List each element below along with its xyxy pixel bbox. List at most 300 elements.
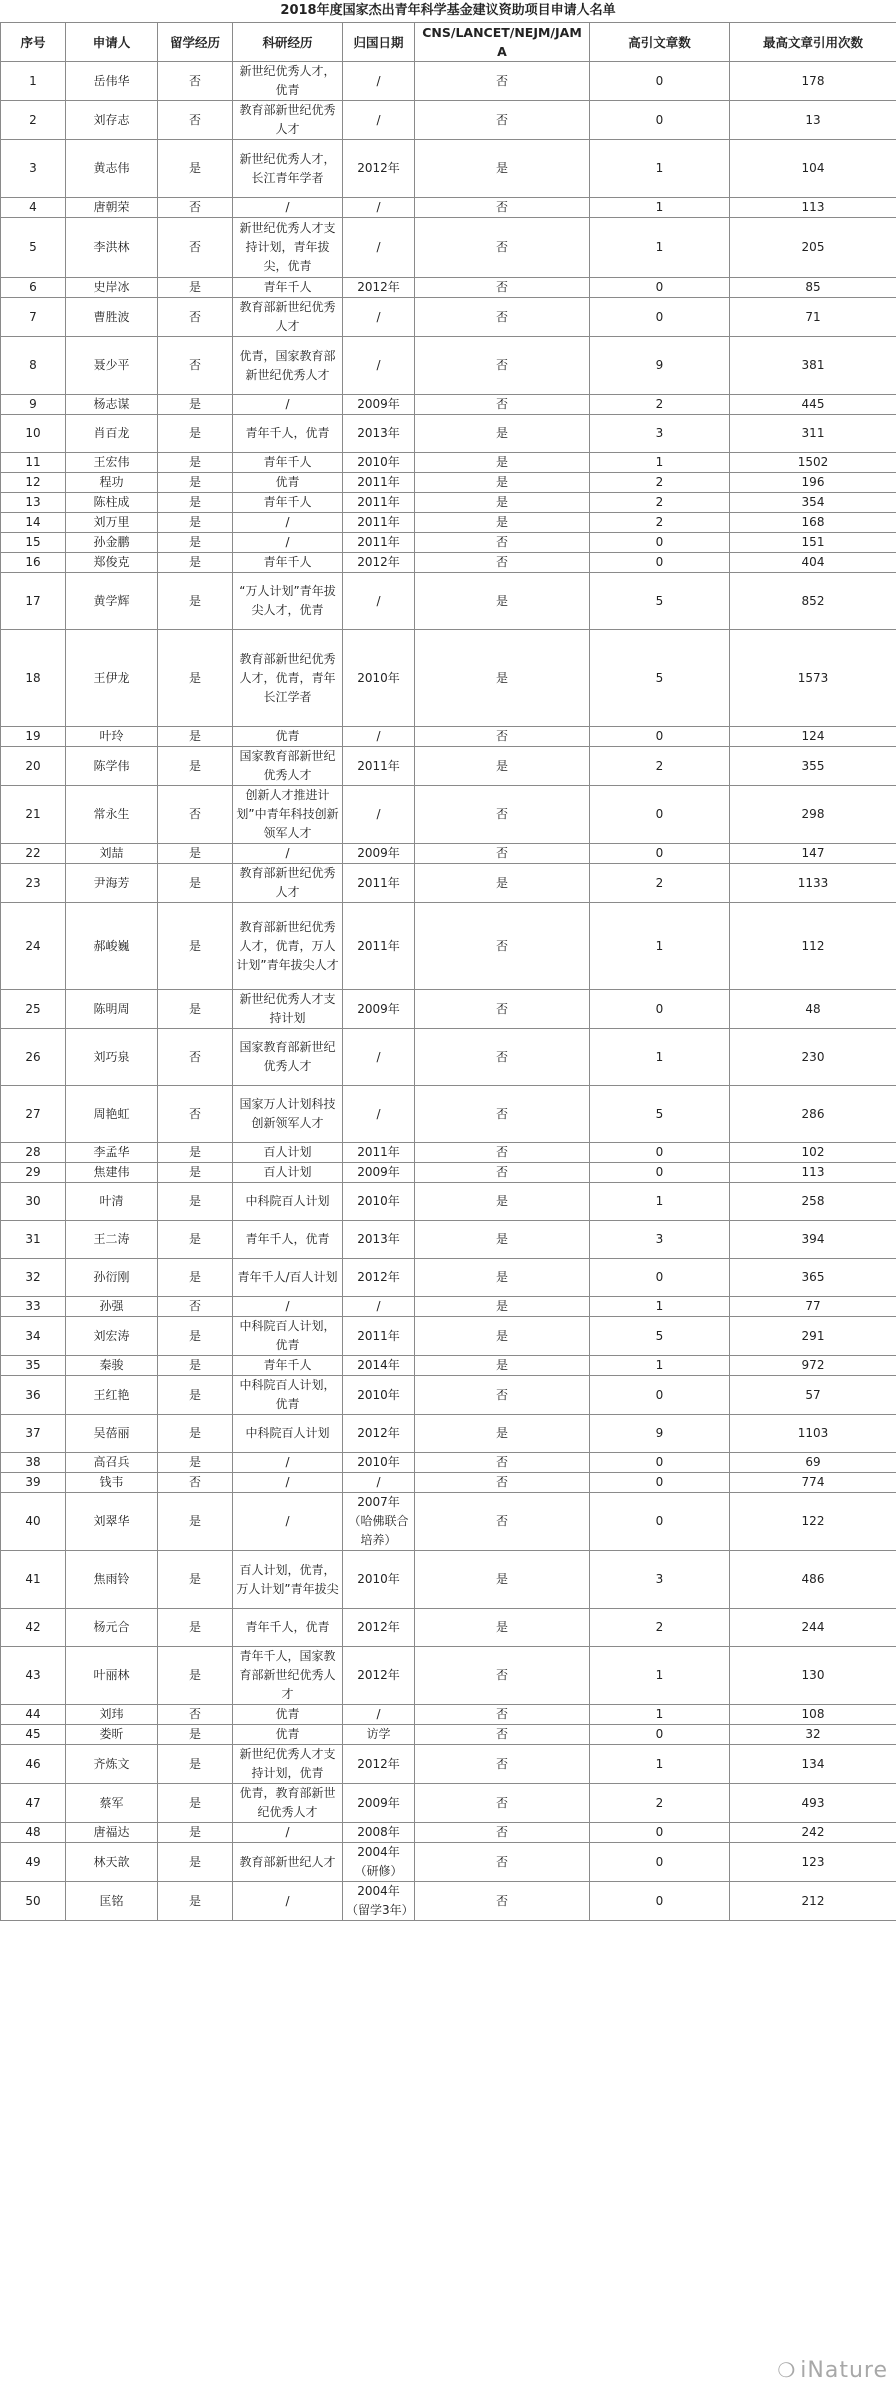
cell-name: 王二涛 bbox=[66, 1221, 158, 1259]
cell-abroad: 是 bbox=[158, 1453, 233, 1473]
cell-research: 教育部新世纪优秀人才 bbox=[233, 864, 343, 903]
cell-no: 1 bbox=[1, 62, 66, 101]
table-row bbox=[1, 1356, 896, 1376]
cell-highly-cited: 9 bbox=[590, 337, 730, 395]
cell-research: 青年千人/百人计划 bbox=[233, 1259, 343, 1297]
cell-cns: 否 bbox=[415, 278, 590, 298]
cell-cns: 否 bbox=[415, 1823, 590, 1843]
cell-return: 2004年（研修） bbox=[343, 1843, 415, 1882]
cell-return: 2011年 bbox=[343, 903, 415, 990]
cell-abroad: 是 bbox=[158, 903, 233, 990]
table-row bbox=[1, 903, 896, 990]
cell-research: 优青 bbox=[233, 1725, 343, 1745]
table-row bbox=[1, 844, 896, 864]
cell-highly-cited: 0 bbox=[590, 62, 730, 101]
cell-research: 新世纪优秀人才支持计划，优青 bbox=[233, 1745, 343, 1784]
cell-max-citations: 48 bbox=[730, 990, 896, 1029]
cell-return: 2012年 bbox=[343, 140, 415, 198]
cell-abroad: 是 bbox=[158, 553, 233, 573]
table-row bbox=[1, 101, 896, 140]
table-row bbox=[1, 473, 896, 493]
cell-cns: 否 bbox=[415, 1143, 590, 1163]
cell-name: 刘宏涛 bbox=[66, 1317, 158, 1356]
cell-cns: 否 bbox=[415, 533, 590, 553]
cell-abroad: 是 bbox=[158, 1259, 233, 1297]
cell-highly-cited: 0 bbox=[590, 1453, 730, 1473]
cell-name: 刘翠华 bbox=[66, 1493, 158, 1551]
cell-highly-cited: 1 bbox=[590, 1745, 730, 1784]
col-header-return: 归国日期 bbox=[343, 23, 415, 62]
cell-cns: 否 bbox=[415, 1453, 590, 1473]
cell-return: 2010年 bbox=[343, 453, 415, 473]
cell-name: 黄学辉 bbox=[66, 573, 158, 630]
cell-return: / bbox=[343, 573, 415, 630]
cell-highly-cited: 2 bbox=[590, 493, 730, 513]
cell-highly-cited: 0 bbox=[590, 278, 730, 298]
cell-highly-cited: 0 bbox=[590, 1376, 730, 1415]
cell-cns: 是 bbox=[415, 747, 590, 786]
cell-return: 2007年（哈佛联合培养） bbox=[343, 1493, 415, 1551]
cell-no: 38 bbox=[1, 1453, 66, 1473]
cell-return: 2008年 bbox=[343, 1823, 415, 1843]
table-row bbox=[1, 1725, 896, 1745]
cell-no: 4 bbox=[1, 198, 66, 218]
cell-return: 2012年 bbox=[343, 1745, 415, 1784]
cell-highly-cited: 0 bbox=[590, 1473, 730, 1493]
cell-return: / bbox=[343, 1297, 415, 1317]
cell-name: 刘巧泉 bbox=[66, 1029, 158, 1086]
cell-max-citations: 258 bbox=[730, 1183, 896, 1221]
cell-research: 优青，国家教育部新世纪优秀人才 bbox=[233, 337, 343, 395]
cell-highly-cited: 1 bbox=[590, 1647, 730, 1705]
cell-research: / bbox=[233, 533, 343, 553]
table-row bbox=[1, 1551, 896, 1609]
cell-name: 叶清 bbox=[66, 1183, 158, 1221]
cell-return: 2014年 bbox=[343, 1356, 415, 1376]
cell-research: / bbox=[233, 513, 343, 533]
table-row bbox=[1, 1882, 896, 1921]
table-row bbox=[1, 1163, 896, 1183]
cell-name: 尹海芳 bbox=[66, 864, 158, 903]
cell-name: 曹胜波 bbox=[66, 298, 158, 337]
cell-highly-cited: 5 bbox=[590, 1317, 730, 1356]
cell-no: 6 bbox=[1, 278, 66, 298]
cell-return: 2010年 bbox=[343, 1453, 415, 1473]
table-row bbox=[1, 1029, 896, 1086]
table-row bbox=[1, 727, 896, 747]
cell-research: 青年千人，国家教育部新世纪优秀人才 bbox=[233, 1647, 343, 1705]
cell-no: 34 bbox=[1, 1317, 66, 1356]
table-row bbox=[1, 298, 896, 337]
cell-cns: 是 bbox=[415, 140, 590, 198]
cell-max-citations: 244 bbox=[730, 1609, 896, 1647]
cell-cns: 否 bbox=[415, 1493, 590, 1551]
cell-no: 11 bbox=[1, 453, 66, 473]
cell-research: 中科院百人计划，优青 bbox=[233, 1376, 343, 1415]
cell-cns: 否 bbox=[415, 727, 590, 747]
cell-return: / bbox=[343, 337, 415, 395]
cell-max-citations: 1502 bbox=[730, 453, 896, 473]
cell-max-citations: 493 bbox=[730, 1784, 896, 1823]
cell-return: 2010年 bbox=[343, 1551, 415, 1609]
cell-return: 2012年 bbox=[343, 1609, 415, 1647]
cell-cns: 是 bbox=[415, 630, 590, 727]
cell-abroad: 否 bbox=[158, 198, 233, 218]
header-row bbox=[1, 23, 896, 62]
cell-research: / bbox=[233, 1297, 343, 1317]
cell-name: 吴蓓丽 bbox=[66, 1415, 158, 1453]
cell-max-citations: 1573 bbox=[730, 630, 896, 727]
cell-abroad: 是 bbox=[158, 533, 233, 553]
cell-research: 中科院百人计划 bbox=[233, 1415, 343, 1453]
cell-research: 百人计划 bbox=[233, 1143, 343, 1163]
cell-abroad: 是 bbox=[158, 1784, 233, 1823]
cell-max-citations: 102 bbox=[730, 1143, 896, 1163]
col-header-abroad: 留学经历 bbox=[158, 23, 233, 62]
cell-abroad: 是 bbox=[158, 1317, 233, 1356]
cell-no: 5 bbox=[1, 218, 66, 278]
cell-name: 刘玮 bbox=[66, 1705, 158, 1725]
table-row bbox=[1, 62, 896, 101]
cell-no: 43 bbox=[1, 1647, 66, 1705]
cell-abroad: 是 bbox=[158, 1143, 233, 1163]
cell-research: 优青，教育部新世纪优秀人才 bbox=[233, 1784, 343, 1823]
cell-highly-cited: 1 bbox=[590, 1297, 730, 1317]
cell-no: 30 bbox=[1, 1183, 66, 1221]
cell-research: 新世纪优秀人才支持计划，青年拔尖，优青 bbox=[233, 218, 343, 278]
table-row bbox=[1, 533, 896, 553]
cell-max-citations: 394 bbox=[730, 1221, 896, 1259]
cell-max-citations: 1103 bbox=[730, 1415, 896, 1453]
cell-research: 青年千人 bbox=[233, 553, 343, 573]
cell-abroad: 是 bbox=[158, 727, 233, 747]
table-title: 2018年度国家杰出青年科学基金建议资助项目申请人名单 bbox=[280, 3, 616, 18]
cell-no: 17 bbox=[1, 573, 66, 630]
table-row bbox=[1, 1415, 896, 1453]
cell-research: 国家万人计划科技创新领军人才 bbox=[233, 1086, 343, 1143]
cell-max-citations: 196 bbox=[730, 473, 896, 493]
cell-research: 百人计划，优青，万人计划”青年拔尖 bbox=[233, 1551, 343, 1609]
table-row bbox=[1, 1453, 896, 1473]
table-row bbox=[1, 140, 896, 198]
cell-return: 2012年 bbox=[343, 1647, 415, 1705]
cell-cns: 否 bbox=[415, 786, 590, 844]
cell-name: 钱韦 bbox=[66, 1473, 158, 1493]
cell-cns: 否 bbox=[415, 1029, 590, 1086]
cell-abroad: 否 bbox=[158, 1086, 233, 1143]
cell-highly-cited: 0 bbox=[590, 553, 730, 573]
table-row bbox=[1, 1376, 896, 1415]
cell-highly-cited: 1 bbox=[590, 218, 730, 278]
cell-research: 教育部新世纪优秀人才 bbox=[233, 101, 343, 140]
cell-max-citations: 230 bbox=[730, 1029, 896, 1086]
cell-max-citations: 404 bbox=[730, 553, 896, 573]
cell-research: “万人计划”青年拔尖人才，优青 bbox=[233, 573, 343, 630]
cell-cns: 否 bbox=[415, 337, 590, 395]
cell-research: 中科院百人计划，优青 bbox=[233, 1317, 343, 1356]
cell-max-citations: 311 bbox=[730, 415, 896, 453]
table-row bbox=[1, 573, 896, 630]
cell-abroad: 是 bbox=[158, 395, 233, 415]
cell-no: 24 bbox=[1, 903, 66, 990]
table-row bbox=[1, 1784, 896, 1823]
cell-name: 焦建伟 bbox=[66, 1163, 158, 1183]
cell-highly-cited: 3 bbox=[590, 415, 730, 453]
cell-highly-cited: 2 bbox=[590, 1784, 730, 1823]
cell-no: 27 bbox=[1, 1086, 66, 1143]
cell-no: 25 bbox=[1, 990, 66, 1029]
cell-abroad: 否 bbox=[158, 62, 233, 101]
cell-return: / bbox=[343, 62, 415, 101]
cell-no: 36 bbox=[1, 1376, 66, 1415]
cell-abroad: 是 bbox=[158, 493, 233, 513]
cell-highly-cited: 0 bbox=[590, 1143, 730, 1163]
cell-name: 史岸冰 bbox=[66, 278, 158, 298]
cell-highly-cited: 2 bbox=[590, 864, 730, 903]
cell-abroad: 是 bbox=[158, 1415, 233, 1453]
cell-no: 49 bbox=[1, 1843, 66, 1882]
cell-highly-cited: 0 bbox=[590, 1163, 730, 1183]
cell-max-citations: 71 bbox=[730, 298, 896, 337]
cell-abroad: 是 bbox=[158, 1551, 233, 1609]
cell-abroad: 是 bbox=[158, 1823, 233, 1843]
cell-abroad: 是 bbox=[158, 1183, 233, 1221]
cell-research: / bbox=[233, 1882, 343, 1921]
cell-abroad: 是 bbox=[158, 1221, 233, 1259]
cell-research: 百人计划 bbox=[233, 1163, 343, 1183]
cell-highly-cited: 0 bbox=[590, 1493, 730, 1551]
cell-cns: 是 bbox=[415, 864, 590, 903]
cell-cns: 是 bbox=[415, 1415, 590, 1453]
cell-cns: 否 bbox=[415, 1784, 590, 1823]
table-row bbox=[1, 553, 896, 573]
cell-abroad: 是 bbox=[158, 1493, 233, 1551]
cell-max-citations: 113 bbox=[730, 1163, 896, 1183]
cell-return: / bbox=[343, 298, 415, 337]
cell-max-citations: 972 bbox=[730, 1356, 896, 1376]
cell-max-citations: 77 bbox=[730, 1297, 896, 1317]
cell-return: 2012年 bbox=[343, 1415, 415, 1453]
cell-max-citations: 32 bbox=[730, 1725, 896, 1745]
cell-abroad: 是 bbox=[158, 1376, 233, 1415]
table-row bbox=[1, 1259, 896, 1297]
cell-highly-cited: 9 bbox=[590, 1415, 730, 1453]
table-row bbox=[1, 1297, 896, 1317]
cell-max-citations: 298 bbox=[730, 786, 896, 844]
cell-abroad: 是 bbox=[158, 1725, 233, 1745]
cell-abroad: 否 bbox=[158, 101, 233, 140]
cell-name: 唐朝荣 bbox=[66, 198, 158, 218]
cell-cns: 否 bbox=[415, 1882, 590, 1921]
cell-research: / bbox=[233, 395, 343, 415]
table-row bbox=[1, 630, 896, 727]
cell-return: 2013年 bbox=[343, 415, 415, 453]
cell-return: 2009年 bbox=[343, 1163, 415, 1183]
cell-max-citations: 122 bbox=[730, 1493, 896, 1551]
cell-no: 18 bbox=[1, 630, 66, 727]
cell-abroad: 否 bbox=[158, 1029, 233, 1086]
cell-research: 教育部新世纪优秀人才 bbox=[233, 298, 343, 337]
cell-no: 19 bbox=[1, 727, 66, 747]
cell-abroad: 是 bbox=[158, 990, 233, 1029]
cell-max-citations: 1133 bbox=[730, 864, 896, 903]
table-row bbox=[1, 1647, 896, 1705]
table-row bbox=[1, 513, 896, 533]
cell-no: 12 bbox=[1, 473, 66, 493]
cell-abroad: 否 bbox=[158, 218, 233, 278]
cell-no: 26 bbox=[1, 1029, 66, 1086]
cell-name: 叶玲 bbox=[66, 727, 158, 747]
cell-highly-cited: 5 bbox=[590, 573, 730, 630]
col-header-name: 申请人 bbox=[66, 23, 158, 62]
col-header-no: 序号 bbox=[1, 23, 66, 62]
cell-name: 黄志伟 bbox=[66, 140, 158, 198]
cell-return: 2009年 bbox=[343, 395, 415, 415]
cell-no: 44 bbox=[1, 1705, 66, 1725]
table-row bbox=[1, 1183, 896, 1221]
table-row bbox=[1, 493, 896, 513]
cell-cns: 否 bbox=[415, 62, 590, 101]
cell-return: / bbox=[343, 786, 415, 844]
cell-name: 孙衍刚 bbox=[66, 1259, 158, 1297]
cell-research: 新世纪优秀人才，优青 bbox=[233, 62, 343, 101]
cell-name: 陈学伟 bbox=[66, 747, 158, 786]
cell-cns: 否 bbox=[415, 395, 590, 415]
cell-highly-cited: 0 bbox=[590, 786, 730, 844]
table-row bbox=[1, 337, 896, 395]
cell-return: / bbox=[343, 1473, 415, 1493]
cell-cns: 否 bbox=[415, 1473, 590, 1493]
cell-max-citations: 291 bbox=[730, 1317, 896, 1356]
cell-max-citations: 774 bbox=[730, 1473, 896, 1493]
cell-max-citations: 108 bbox=[730, 1705, 896, 1725]
cell-max-citations: 212 bbox=[730, 1882, 896, 1921]
table-row bbox=[1, 1317, 896, 1356]
cell-name: 王红艳 bbox=[66, 1376, 158, 1415]
cell-max-citations: 130 bbox=[730, 1647, 896, 1705]
cell-cns: 是 bbox=[415, 493, 590, 513]
cell-return: 2004年（留学3年） bbox=[343, 1882, 415, 1921]
cell-abroad: 是 bbox=[158, 473, 233, 493]
cell-cns: 否 bbox=[415, 844, 590, 864]
cell-max-citations: 381 bbox=[730, 337, 896, 395]
cell-max-citations: 445 bbox=[730, 395, 896, 415]
cell-research: 青年千人，优青 bbox=[233, 415, 343, 453]
cell-return: 2011年 bbox=[343, 1317, 415, 1356]
cell-research: 新世纪优秀人才，长江青年学者 bbox=[233, 140, 343, 198]
cell-no: 2 bbox=[1, 101, 66, 140]
table-row bbox=[1, 786, 896, 844]
cell-max-citations: 286 bbox=[730, 1086, 896, 1143]
cell-name: 孙强 bbox=[66, 1297, 158, 1317]
cell-name: 王宏伟 bbox=[66, 453, 158, 473]
applicant-table bbox=[0, 22, 896, 1921]
cell-return: 2011年 bbox=[343, 864, 415, 903]
cell-abroad: 是 bbox=[158, 1843, 233, 1882]
cell-no: 3 bbox=[1, 140, 66, 198]
cell-abroad: 是 bbox=[158, 844, 233, 864]
cell-return: 2010年 bbox=[343, 1183, 415, 1221]
cell-cns: 否 bbox=[415, 553, 590, 573]
watermark bbox=[777, 2358, 888, 2383]
cell-return: / bbox=[343, 1029, 415, 1086]
cell-name: 孙金鹏 bbox=[66, 533, 158, 553]
cell-cns: 否 bbox=[415, 218, 590, 278]
cell-cns: 是 bbox=[415, 1609, 590, 1647]
cell-name: 李孟华 bbox=[66, 1143, 158, 1163]
cell-abroad: 是 bbox=[158, 864, 233, 903]
cell-cns: 是 bbox=[415, 513, 590, 533]
cell-no: 35 bbox=[1, 1356, 66, 1376]
cell-max-citations: 486 bbox=[730, 1551, 896, 1609]
table-row bbox=[1, 1705, 896, 1725]
cell-abroad: 是 bbox=[158, 1745, 233, 1784]
cell-research: 青年千人 bbox=[233, 493, 343, 513]
cell-max-citations: 104 bbox=[730, 140, 896, 198]
cell-name: 陈明周 bbox=[66, 990, 158, 1029]
cell-cns: 是 bbox=[415, 453, 590, 473]
cell-research: 新世纪优秀人才支持计划 bbox=[233, 990, 343, 1029]
cell-no: 46 bbox=[1, 1745, 66, 1784]
cell-highly-cited: 0 bbox=[590, 101, 730, 140]
col-header-cns: CNS/LANCET/NEJM/JAMA bbox=[415, 23, 590, 62]
col-header-max-citations: 最高文章引用次数 bbox=[730, 23, 896, 62]
cell-research: 教育部新世纪人才 bbox=[233, 1843, 343, 1882]
cell-return: 2010年 bbox=[343, 1376, 415, 1415]
cell-abroad: 否 bbox=[158, 298, 233, 337]
cell-no: 20 bbox=[1, 747, 66, 786]
cell-no: 21 bbox=[1, 786, 66, 844]
table-row bbox=[1, 864, 896, 903]
cell-research: 国家教育部新世纪优秀人才 bbox=[233, 747, 343, 786]
cell-cns: 是 bbox=[415, 1183, 590, 1221]
cell-name: 刘存志 bbox=[66, 101, 158, 140]
table-row bbox=[1, 990, 896, 1029]
cell-return: 2012年 bbox=[343, 278, 415, 298]
table-row bbox=[1, 395, 896, 415]
cell-max-citations: 112 bbox=[730, 903, 896, 990]
cell-no: 22 bbox=[1, 844, 66, 864]
cell-research: 青年千人，优青 bbox=[233, 1221, 343, 1259]
cell-cns: 否 bbox=[415, 1843, 590, 1882]
cell-no: 32 bbox=[1, 1259, 66, 1297]
cell-name: 周艳虹 bbox=[66, 1086, 158, 1143]
cell-return: 2011年 bbox=[343, 1143, 415, 1163]
table-row bbox=[1, 453, 896, 473]
cell-no: 45 bbox=[1, 1725, 66, 1745]
cell-no: 28 bbox=[1, 1143, 66, 1163]
cell-research: 国家教育部新世纪优秀人才 bbox=[233, 1029, 343, 1086]
table-row bbox=[1, 1473, 896, 1493]
cell-highly-cited: 1 bbox=[590, 1183, 730, 1221]
cell-cns: 是 bbox=[415, 415, 590, 453]
cell-max-citations: 13 bbox=[730, 101, 896, 140]
cell-highly-cited: 0 bbox=[590, 533, 730, 553]
cell-no: 10 bbox=[1, 415, 66, 453]
cell-no: 31 bbox=[1, 1221, 66, 1259]
cell-abroad: 是 bbox=[158, 1609, 233, 1647]
cell-abroad: 是 bbox=[158, 278, 233, 298]
cell-max-citations: 124 bbox=[730, 727, 896, 747]
cell-highly-cited: 0 bbox=[590, 844, 730, 864]
cell-return: / bbox=[343, 198, 415, 218]
cell-no: 15 bbox=[1, 533, 66, 553]
cell-max-citations: 365 bbox=[730, 1259, 896, 1297]
cell-max-citations: 57 bbox=[730, 1376, 896, 1415]
cell-cns: 是 bbox=[415, 1317, 590, 1356]
table-row bbox=[1, 198, 896, 218]
cell-highly-cited: 5 bbox=[590, 1086, 730, 1143]
